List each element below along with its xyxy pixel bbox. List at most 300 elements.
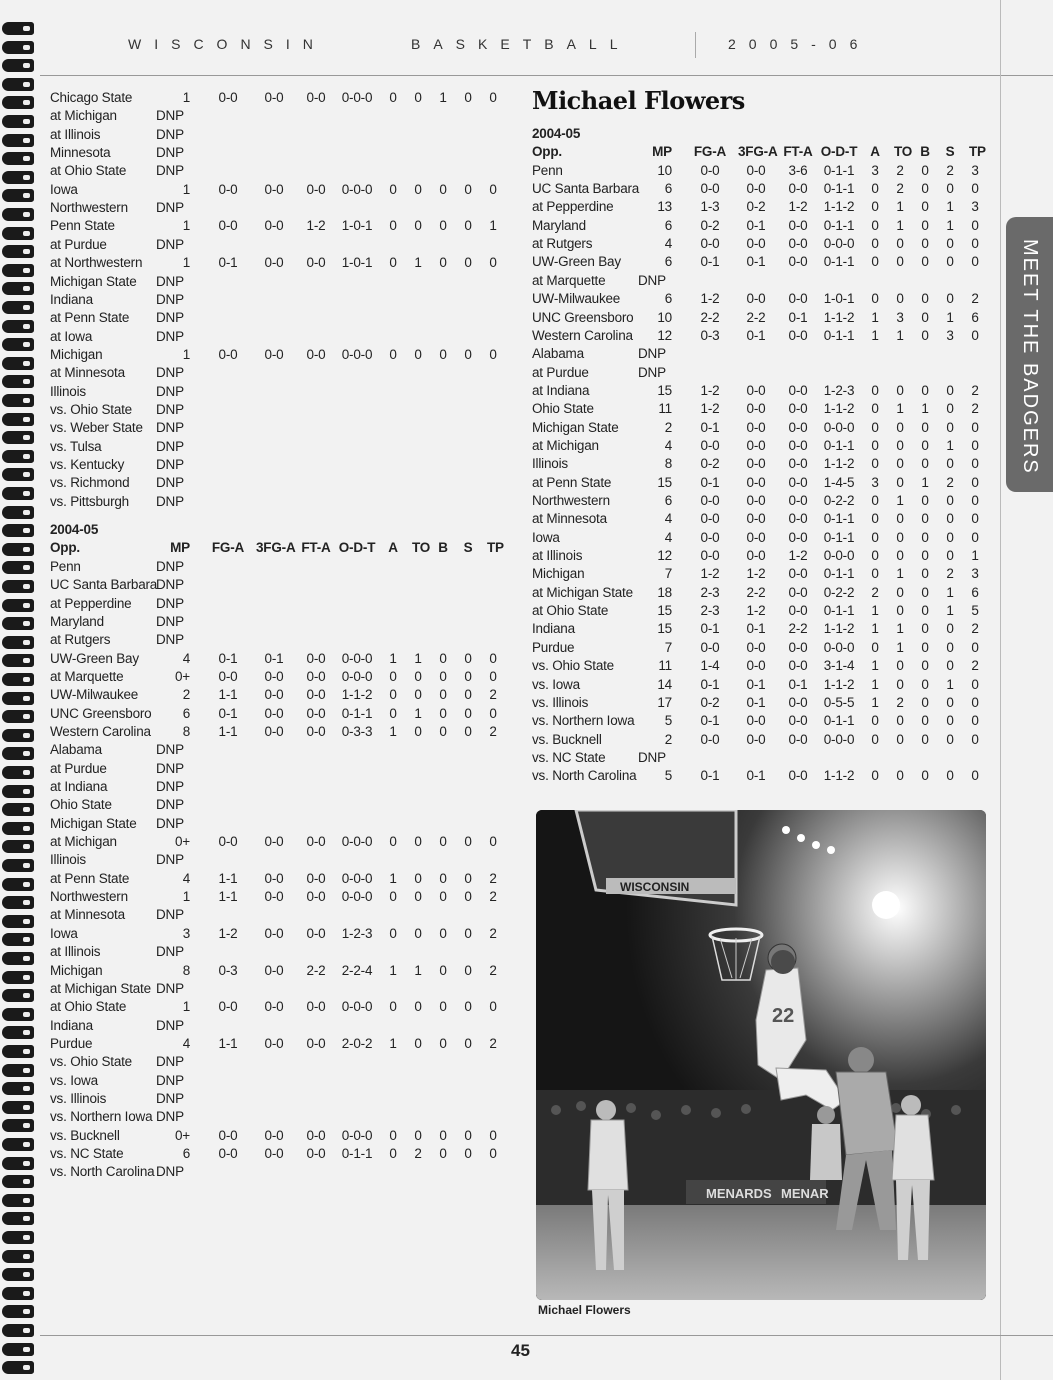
cell-three-fg: 0-1 <box>746 254 766 270</box>
cell-assists: 0 <box>389 1146 397 1162</box>
cell-opponent: Michigan <box>50 346 103 362</box>
cell-fg: 0-1 <box>700 419 720 435</box>
cell-steals: 0 <box>464 889 472 905</box>
cell-three-fg: 0-1 <box>746 621 766 637</box>
cell-rebounds: 0-1-1 <box>823 162 855 178</box>
cell-turnovers: 0 <box>896 731 904 747</box>
cell-opponent: Purdue <box>532 639 575 655</box>
spiral-ring <box>2 96 34 109</box>
cell-fg: 0-0 <box>218 90 238 105</box>
top-rule <box>40 75 1053 76</box>
cell-ft: 0-0 <box>788 382 808 398</box>
cell-three-fg: 0-1 <box>746 676 766 692</box>
cell-ft: FT-A <box>301 540 331 556</box>
cell-rebounds: 0-0-0 <box>341 181 373 197</box>
cell-three-fg: 1-2 <box>746 603 766 619</box>
cell-fg: 0-2 <box>700 217 720 233</box>
cell-steals: 0 <box>946 382 954 398</box>
cell-steals: 0 <box>946 254 954 270</box>
cell-fg: 0-0 <box>700 181 720 197</box>
cell-rebounds: 0-0-0 <box>341 90 373 105</box>
cell-ft: 0-0 <box>788 493 808 508</box>
cell-points: 2 <box>489 925 497 941</box>
cell-points: 0 <box>489 1127 497 1143</box>
cell-opponent: vs. Iowa <box>50 1072 98 1088</box>
section-tab <box>1006 217 1053 492</box>
cell-steals: 0 <box>464 687 472 703</box>
cell-points: TP <box>487 540 504 556</box>
cell-turnovers: 2 <box>896 181 904 197</box>
cell-opponent: at Pepperdine <box>532 199 614 215</box>
spiral-ring <box>2 692 34 705</box>
cell-opponent: Iowa <box>532 529 560 545</box>
cell-rebounds: 1-2-3 <box>341 925 373 941</box>
cell-assists: A <box>388 540 398 556</box>
spiral-ring <box>2 989 34 1002</box>
cell-fg: FG-A <box>693 144 727 160</box>
spiral-ring <box>2 933 34 946</box>
cell-fg: 0-0 <box>218 346 238 362</box>
spiral-ring <box>2 673 34 686</box>
cell-mp: DNP <box>638 364 666 380</box>
cell-opponent: at Minnesota <box>50 907 125 923</box>
photo-illustration <box>536 810 986 1300</box>
cell-fg: 0-0 <box>700 437 720 453</box>
cell-points: 0 <box>971 676 979 692</box>
cell-blocks: 0 <box>921 658 929 674</box>
cell-assists: 0 <box>871 548 879 564</box>
cell-ft: 0-0 <box>788 511 808 527</box>
cell-ft: 0-0 <box>306 650 326 666</box>
spiral-ring <box>2 1361 34 1374</box>
cell-turnovers: 0 <box>896 584 904 600</box>
spiral-ring <box>2 320 34 333</box>
cell-rebounds: 0-1-1 <box>823 566 855 582</box>
cell-rebounds: 0-5-5 <box>823 694 855 710</box>
cell-opponent: UW-Green Bay <box>532 254 621 270</box>
cell-mp: DNP <box>156 613 184 629</box>
cell-ft: 0-0 <box>788 639 808 655</box>
cell-rebounds: 0-1-1 <box>823 181 855 197</box>
cell-mp: 3 <box>182 925 190 941</box>
cell-mp: 0+ <box>175 668 190 684</box>
cell-mp: DNP <box>156 558 184 574</box>
spiral-ring <box>2 301 34 314</box>
cell-mp: DNP <box>156 475 184 491</box>
cell-blocks: 0 <box>921 694 929 710</box>
cell-mp: 2 <box>664 731 672 747</box>
cell-points: 2 <box>489 889 497 905</box>
cell-mp: DNP <box>156 1017 184 1033</box>
cell-blocks: 0 <box>921 566 929 582</box>
cell-assists: 2 <box>871 584 879 600</box>
spiral-ring <box>2 1045 34 1058</box>
cell-opponent: at Purdue <box>50 236 107 252</box>
spiral-ring <box>2 1026 34 1039</box>
cell-opponent: UNC Greensboro <box>532 309 634 325</box>
cell-mp: 1 <box>182 346 190 362</box>
cell-mp: 6 <box>664 291 672 307</box>
cell-rebounds: 0-3-3 <box>341 723 373 739</box>
cell-mp: 4 <box>182 870 190 886</box>
cell-three-fg: 0-0 <box>746 713 766 729</box>
cell-rebounds: 1-1-2 <box>341 687 373 703</box>
cell-points: 6 <box>971 584 979 600</box>
cell-three-fg: 0-2 <box>746 199 766 215</box>
cell-turnovers: 1 <box>414 705 422 721</box>
cell-opponent: vs. North Carolina <box>50 1164 155 1180</box>
cell-mp: DNP <box>156 163 184 179</box>
cell-assists: 0 <box>871 401 879 417</box>
cell-rebounds: 0-0-0 <box>341 1127 373 1143</box>
cell-fg: 2-3 <box>700 584 720 600</box>
cell-assists: 0 <box>389 218 397 234</box>
cell-points: 0 <box>971 493 979 508</box>
cell-mp: 5 <box>664 768 672 784</box>
cell-ft: 0-0 <box>788 603 808 619</box>
cell-turnovers: 0 <box>896 474 904 490</box>
spiral-ring <box>2 840 34 853</box>
spiral-ring <box>2 134 34 147</box>
cell-blocks: 0 <box>921 621 929 637</box>
cell-opponent: Michigan <box>532 566 585 582</box>
cell-blocks: 0 <box>921 254 929 270</box>
cell-mp: 12 <box>657 327 672 343</box>
cell-fg: 1-2 <box>218 925 238 941</box>
cell-rebounds: 0-0-0 <box>823 236 855 252</box>
cell-assists: 0 <box>871 217 879 233</box>
cell-mp: 4 <box>664 437 672 453</box>
spiral-ring <box>2 189 34 202</box>
cell-rebounds: 0-0-0 <box>341 834 373 850</box>
cell-steals: 0 <box>464 834 472 850</box>
cell-opponent: Maryland <box>532 217 586 233</box>
cell-points: 0 <box>971 254 979 270</box>
cell-opponent: vs. Bucknell <box>50 1127 120 1143</box>
cell-mp: MP <box>170 540 190 556</box>
cell-opponent: vs. North Carolina <box>532 768 637 784</box>
cell-rebounds: 1-0-1 <box>341 218 373 234</box>
cell-opponent: Purdue <box>50 1035 93 1051</box>
cell-fg: 0-1 <box>700 768 720 784</box>
cell-opponent: at Michigan <box>532 437 599 453</box>
cell-points: 0 <box>971 713 979 729</box>
cell-points: 6 <box>971 309 979 325</box>
page-number: 45 <box>511 1341 530 1360</box>
cell-mp: MP <box>652 144 672 160</box>
cell-mp: DNP <box>156 236 184 252</box>
cell-opponent: vs. Northern Iowa <box>532 713 635 729</box>
cell-opponent: Western Carolina <box>50 723 151 739</box>
cell-three-fg: 0-0 <box>264 723 284 739</box>
cell-opponent: vs. Tulsa <box>50 438 102 454</box>
cell-three-fg: 0-0 <box>264 962 284 978</box>
cell-assists: 0 <box>871 199 879 215</box>
cell-mp: DNP <box>638 346 666 362</box>
cell-fg: FG-A <box>211 540 245 556</box>
cell-turnovers: 1 <box>896 327 904 343</box>
cell-three-fg: 3FG-A <box>738 144 778 160</box>
cell-opponent: UW-Milwaukee <box>50 687 139 703</box>
cell-three-fg: 0-0 <box>746 236 766 252</box>
cell-opponent: Northwestern <box>50 200 128 216</box>
cell-assists: 0 <box>871 566 879 582</box>
cell-three-fg: 0-0 <box>264 925 284 941</box>
cell-ft: 0-0 <box>306 723 326 739</box>
spiral-ring <box>2 859 34 872</box>
cell-three-fg: 0-0 <box>746 658 766 674</box>
cell-steals: 0 <box>464 705 472 721</box>
cell-mp: DNP <box>156 145 184 161</box>
cell-opponent: at Rutgers <box>532 236 593 252</box>
cell-opponent: vs. Pittsburgh <box>50 493 129 509</box>
cell-turnovers: 1 <box>414 255 422 271</box>
cell-blocks: 0 <box>439 925 447 941</box>
cell-points: 0 <box>971 694 979 710</box>
cell-steals: S <box>463 540 473 556</box>
cell-points: 0 <box>489 181 497 197</box>
cell-assists: 1 <box>389 650 397 666</box>
cell-ft: 1-2 <box>788 199 808 215</box>
cell-ft: 0-1 <box>788 676 808 692</box>
cell-mp: 2 <box>664 419 672 435</box>
cell-mp: DNP <box>156 328 184 344</box>
cell-blocks: 0 <box>439 962 447 978</box>
cell-ft: 0-0 <box>306 181 326 197</box>
cell-ft: 0-0 <box>788 236 808 252</box>
cell-blocks: 0 <box>439 346 447 362</box>
cell-three-fg: 0-0 <box>264 668 284 684</box>
cell-turnovers: 1 <box>414 650 422 666</box>
cell-rebounds: 0-1-1 <box>341 705 373 721</box>
cell-opponent: at Penn State <box>50 310 130 326</box>
cell-turnovers: 2 <box>414 1146 422 1162</box>
cell-points: 0 <box>971 529 979 545</box>
cell-blocks: 1 <box>921 401 929 417</box>
cell-opponent: Opp. <box>50 540 80 556</box>
spiral-ring <box>2 282 34 295</box>
cell-three-fg: 0-0 <box>264 834 284 850</box>
cell-mp: 10 <box>657 309 672 325</box>
cell-opponent: vs. Iowa <box>532 676 580 692</box>
cell-mp: 8 <box>182 723 190 739</box>
cell-points: 5 <box>971 603 979 619</box>
cell-steals: 0 <box>464 925 472 941</box>
cell-blocks: 0 <box>921 419 929 435</box>
cell-rebounds: O-D-T <box>338 540 376 556</box>
cell-assists: 0 <box>389 834 397 850</box>
cell-opponent: at Minnesota <box>50 365 125 381</box>
cell-blocks: 0 <box>921 548 929 564</box>
jersey-number: 22 <box>772 1005 795 1027</box>
spiral-ring <box>2 468 34 481</box>
cell-opponent: Indiana <box>50 1017 93 1033</box>
spiral-ring <box>2 1119 34 1132</box>
cell-ft: 0-0 <box>306 90 326 105</box>
cell-mp: 6 <box>664 493 672 508</box>
cell-ft: 0-0 <box>788 401 808 417</box>
cell-blocks: 0 <box>439 1127 447 1143</box>
cell-turnovers: 0 <box>896 548 904 564</box>
cell-three-fg: 0-0 <box>746 639 766 655</box>
cell-rebounds: 0-0-0 <box>823 639 855 655</box>
cell-three-fg: 0-0 <box>264 889 284 905</box>
cell-assists: 3 <box>871 162 879 178</box>
cell-steals: 3 <box>946 327 954 343</box>
cell-assists: 1 <box>389 1035 397 1051</box>
cell-mp: DNP <box>156 852 184 868</box>
cell-turnovers: 1 <box>896 217 904 233</box>
cell-mp: DNP <box>156 1090 184 1106</box>
cell-opponent: at Indiana <box>50 779 108 795</box>
right-stats-column <box>532 125 992 795</box>
cell-opponent: Illinois <box>50 852 86 868</box>
cell-opponent: vs. Weber State <box>50 420 143 436</box>
spiral-ring <box>2 487 34 500</box>
cell-fg: 1-2 <box>700 291 720 307</box>
left-stats-column <box>50 89 510 1199</box>
cell-rebounds: 1-0-1 <box>341 255 373 271</box>
cell-opponent: vs. NC State <box>50 1146 124 1162</box>
cell-opponent: at Marquette <box>532 272 606 288</box>
cell-mp: DNP <box>156 595 184 611</box>
cell-ft: 0-0 <box>788 658 808 674</box>
cell-mp: 15 <box>657 621 672 637</box>
cell-turnovers: 0 <box>414 90 422 105</box>
cell-ft: 1-2 <box>306 218 326 234</box>
cell-opponent: vs. Kentucky <box>50 457 125 472</box>
cell-mp: 6 <box>182 1146 190 1162</box>
cell-opponent: Alabama <box>50 742 102 758</box>
cell-rebounds: 0-0-0 <box>341 650 373 666</box>
cell-blocks: 1 <box>921 474 929 490</box>
cell-steals: 0 <box>946 658 954 674</box>
cell-rebounds: 0-0-0 <box>823 548 855 564</box>
cell-mp: 6 <box>664 254 672 270</box>
cell-turnovers: 1 <box>896 639 904 655</box>
cell-mp: DNP <box>156 457 184 472</box>
cell-steals: 0 <box>946 456 954 472</box>
cell-blocks: 0 <box>921 217 929 233</box>
cell-opponent: vs. Ohio State <box>532 658 614 674</box>
cell-rebounds: 1-2-3 <box>823 382 855 398</box>
cell-turnovers: 0 <box>896 254 904 270</box>
cell-points: 2 <box>489 870 497 886</box>
cell-blocks: 0 <box>921 529 929 545</box>
cell-fg: 0-0 <box>218 181 238 197</box>
cell-points: 2 <box>971 401 979 417</box>
cell-turnovers: 0 <box>896 437 904 453</box>
cell-mp: DNP <box>156 815 184 831</box>
cell-rebounds: 0-1-1 <box>823 327 855 343</box>
cell-turnovers: 0 <box>414 834 422 850</box>
cell-blocks: 0 <box>921 162 929 178</box>
cell-blocks: 0 <box>921 456 929 472</box>
cell-rebounds: 1-4-5 <box>823 474 855 490</box>
cell-fg: 0-0 <box>218 834 238 850</box>
cell-points: 0 <box>489 1146 497 1162</box>
cell-steals: 0 <box>946 621 954 637</box>
cell-opponent: Northwestern <box>50 889 128 905</box>
cell-ft: 0-0 <box>788 327 808 343</box>
cell-ft: 0-0 <box>788 529 808 545</box>
cell-mp: 1 <box>182 255 190 271</box>
cell-opponent: Indiana <box>50 291 93 307</box>
cell-blocks: 0 <box>921 768 929 784</box>
cell-blocks: B <box>920 144 930 160</box>
cell-mp: DNP <box>638 749 666 765</box>
cell-mp: 7 <box>664 639 672 655</box>
cell-mp: DNP <box>156 200 184 216</box>
cell-steals: 2 <box>946 566 954 582</box>
cell-fg: 0-0 <box>700 731 720 747</box>
cell-rebounds: 0-0-0 <box>341 870 373 886</box>
cell-fg: 0-0 <box>700 511 720 527</box>
cell-opponent: Ohio State <box>532 401 594 417</box>
cell-assists: A <box>870 144 880 160</box>
cell-ft: 0-0 <box>306 925 326 941</box>
cell-rebounds: 0-0-0 <box>341 346 373 362</box>
cell-assists: 1 <box>871 676 879 692</box>
cell-ft: 0-0 <box>306 870 326 886</box>
cell-assists: 0 <box>389 181 397 197</box>
section-tab-label: MEET THE BADGERS <box>1019 239 1041 475</box>
cell-rebounds: 0-1-1 <box>823 217 855 233</box>
cell-assists: 0 <box>389 346 397 362</box>
cell-mp: 1 <box>182 90 190 105</box>
cell-steals: 0 <box>946 181 954 197</box>
spiral-ring <box>2 413 34 426</box>
cell-blocks: 0 <box>439 1146 447 1162</box>
cell-opponent: Michigan State <box>532 419 619 435</box>
cell-mp: 14 <box>657 676 672 692</box>
cell-assists: 0 <box>871 437 879 453</box>
cell-ft: 0-0 <box>306 999 326 1015</box>
spiral-ring <box>2 41 34 54</box>
spiral-ring <box>2 747 34 760</box>
cell-three-fg: 0-1 <box>746 327 766 343</box>
cell-mp: 2 <box>182 687 190 703</box>
cell-opponent: Penn <box>50 558 81 574</box>
cell-turnovers: 1 <box>414 962 422 978</box>
cell-fg: 1-2 <box>700 401 720 417</box>
cell-fg: 0-1 <box>700 676 720 692</box>
cell-blocks: 0 <box>921 181 929 197</box>
spiral-ring <box>2 208 34 221</box>
cell-fg: 0-0 <box>700 639 720 655</box>
cell-opponent: at Ohio State <box>50 999 127 1015</box>
cell-assists: 0 <box>871 713 879 729</box>
cell-steals: 2 <box>946 162 954 178</box>
cell-points: 2 <box>971 658 979 674</box>
cell-assists: 0 <box>871 456 879 472</box>
cell-steals: 0 <box>464 962 472 978</box>
cell-fg: 0-1 <box>700 621 720 637</box>
cell-blocks: 0 <box>439 218 447 234</box>
cell-mp: DNP <box>156 632 184 648</box>
cell-blocks: 0 <box>921 437 929 453</box>
cell-mp: DNP <box>156 1072 184 1088</box>
spiral-ring <box>2 152 34 165</box>
cell-mp: DNP <box>638 272 666 288</box>
cell-assists: 0 <box>389 705 397 721</box>
cell-assists: 0 <box>871 768 879 784</box>
cell-steals: 0 <box>946 401 954 417</box>
cell-fg: 1-3 <box>700 199 720 215</box>
cell-ft: 0-0 <box>306 1035 326 1051</box>
cell-ft: 0-0 <box>788 768 808 784</box>
cell-points: 2 <box>971 291 979 307</box>
